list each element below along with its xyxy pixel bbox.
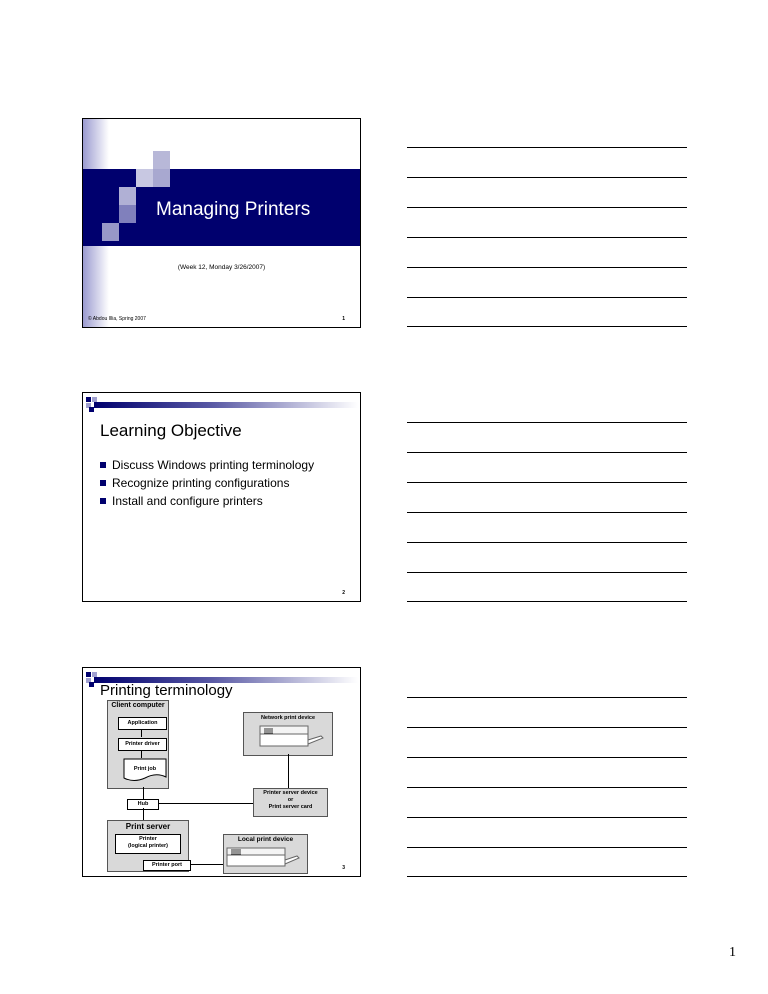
print-server-label: Print server: [125, 822, 171, 831]
connector-line: [143, 787, 144, 799]
bullet-square-icon: [100, 462, 106, 468]
decor-square: [89, 682, 94, 687]
bullet-item: Discuss Windows printing terminology: [100, 456, 314, 474]
page-number: 1: [729, 945, 736, 960]
decor-square: [102, 205, 119, 223]
bullet-square-icon: [100, 498, 106, 504]
decor-square: [119, 187, 136, 205]
slide-number: 3: [342, 865, 345, 871]
decor-square: [136, 187, 153, 205]
printer-port-box: Printer port: [143, 860, 191, 871]
header-gradient: [94, 402, 358, 408]
decor-square: [119, 205, 136, 223]
bullet-item: Recognize printing configurations: [100, 474, 314, 492]
decor-square: [92, 672, 97, 677]
logical-printer-label: Printer: [139, 836, 157, 842]
note-line: [407, 512, 687, 513]
note-line: [407, 207, 687, 208]
network-printer-icon: [259, 724, 325, 750]
slide-number: 1: [342, 316, 345, 322]
printer-server-device-label: Printer server device or Print server card: [263, 790, 318, 810]
note-line: [407, 267, 687, 268]
slide-title: Printing terminology: [100, 682, 233, 699]
note-line: [407, 817, 687, 818]
note-line: [407, 787, 687, 788]
decor-square: [153, 151, 170, 169]
decor-square: [86, 397, 91, 402]
slide-2: [82, 392, 361, 602]
logical-printer-sublabel: (logical printer): [127, 842, 169, 849]
local-print-device-label: Local print device: [237, 836, 294, 843]
printer-driver-box: Printer driver: [118, 738, 167, 751]
print-job-label: Print job: [133, 766, 157, 772]
note-line: [407, 237, 687, 238]
slide-number: 2: [342, 590, 345, 596]
network-print-device-label: Network print device: [260, 715, 316, 721]
decor-square: [86, 672, 91, 677]
note-line: [407, 847, 687, 848]
hub-box: Hub: [127, 799, 159, 810]
note-line: [407, 177, 687, 178]
bullet-square-icon: [100, 480, 106, 486]
decor-square: [92, 397, 97, 402]
connector-line: [158, 803, 253, 804]
note-line: [407, 601, 687, 602]
bullet-list: [100, 456, 314, 510]
note-line: [407, 326, 687, 327]
note-line: [407, 452, 687, 453]
note-line: [407, 542, 687, 543]
note-line: [407, 297, 687, 298]
local-printer-icon: [226, 846, 300, 870]
slide-footer: © Abdou Illia, Spring 2007: [88, 316, 146, 322]
note-line: [407, 482, 687, 483]
decor-square: [102, 223, 119, 241]
note-line: [407, 876, 687, 877]
decor-square: [85, 187, 102, 205]
note-line: [407, 697, 687, 698]
note-line: [407, 422, 687, 423]
connector-line: [288, 754, 289, 788]
connector-line: [190, 864, 223, 865]
logical-printer-box: [115, 834, 181, 854]
decor-square: [89, 407, 94, 412]
note-line: [407, 147, 687, 148]
connector-line: [141, 750, 142, 758]
application-box: Application: [118, 717, 167, 730]
slide-1: [82, 118, 361, 328]
decor-square: [136, 169, 153, 187]
slide-subtitle: (Week 12, Monday 3/26/2007): [177, 264, 266, 271]
slide-title: Learning Objective: [100, 421, 242, 440]
note-line: [407, 572, 687, 573]
bullet-item: Install and configure printers: [100, 492, 314, 510]
slide-title: Managing Printers: [156, 199, 311, 220]
note-line: [407, 727, 687, 728]
decor-square: [153, 169, 170, 187]
client-computer-label: Client computer: [111, 702, 165, 709]
slide-3: [82, 667, 361, 877]
connector-line: [143, 808, 144, 820]
note-line: [407, 757, 687, 758]
connector-line: [141, 729, 142, 737]
